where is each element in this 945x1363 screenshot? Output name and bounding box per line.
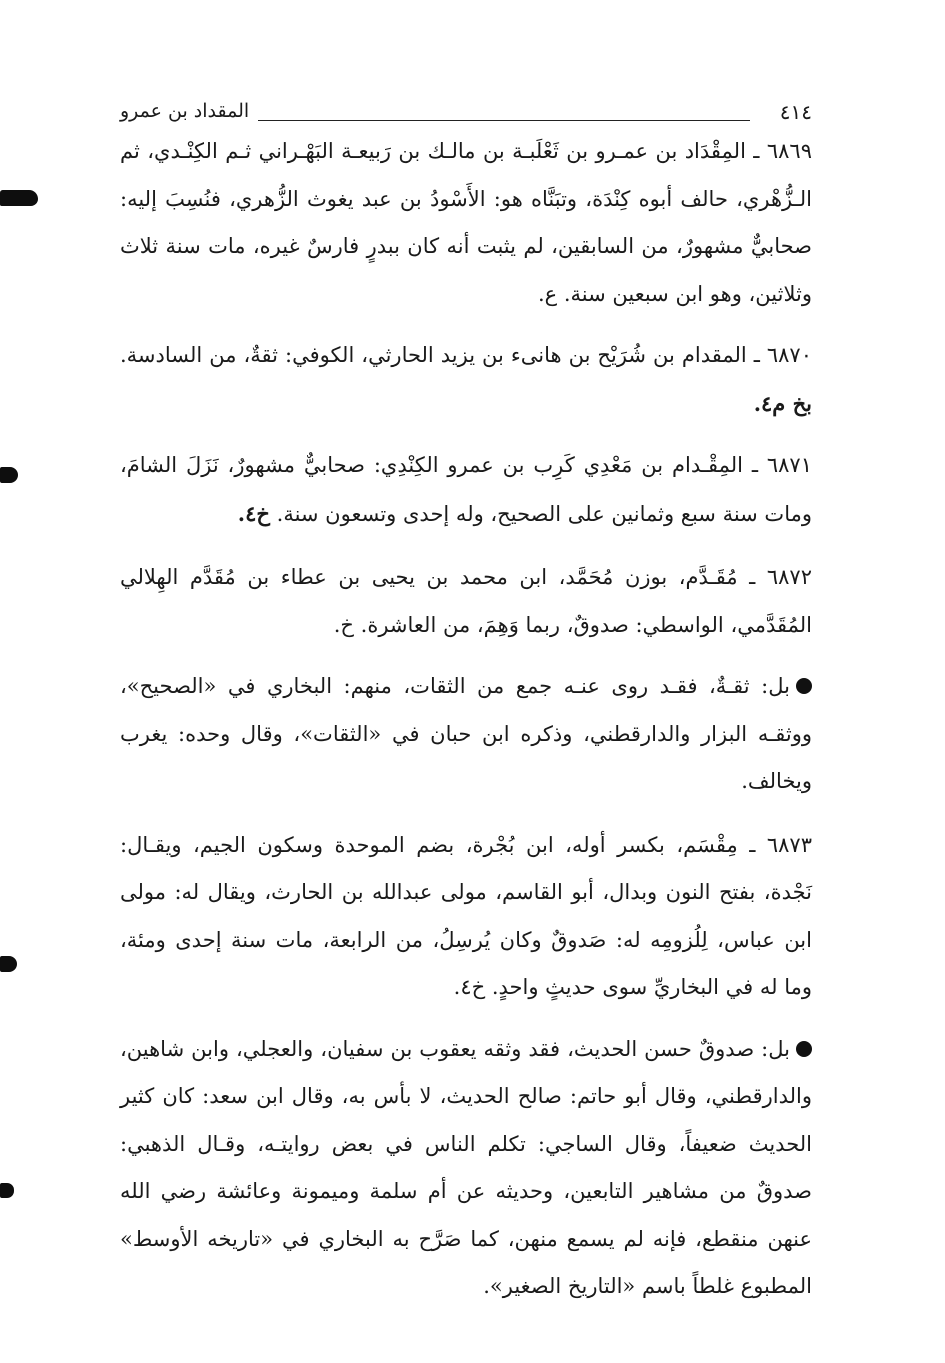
entry-6869 bbox=[120, 128, 812, 318]
margin-mark bbox=[0, 190, 38, 206]
page-body bbox=[120, 88, 812, 1311]
note-text: بل: ثقـةٌ، فقـد روى عنـه جمع من الثقات، منهم: البخاري في «الصحيح»، ووثقـه البزار والدارقطني، وذكره ابن حبان في «الثقات»، وقال وحده: يغرب ويخالف. bbox=[120, 674, 812, 793]
narrator-codes: بخ م٤. bbox=[753, 390, 812, 416]
header-rule bbox=[258, 120, 750, 121]
bullet-icon bbox=[796, 678, 812, 694]
entry-text: ٦٨٧٢ ـ مُقَـدَّم، بوزن مُحَمَّد، ابن محمد بن يحيى بن عطاء بن مُقَدَّم الهِلالي المُقَدَّمي، الواسطي: صدوقٌ، ربما وَهِمَ، من العاشرة. خ. bbox=[120, 565, 812, 637]
entry-6873 bbox=[120, 822, 812, 1012]
entry-text: ٦٨٧٠ ـ المقدام بن شُرَيْح بن هانىء بن يزيد الحارثي، الكوفي: ثقةٌ، من السادسة. bbox=[120, 343, 812, 367]
entry-6870 bbox=[120, 332, 812, 428]
entry-text: ٦٨٧٣ ـ مِقْسَم، بكسر أوله، ابن بُجْرة، بضم الموحدة وسكون الجيم، ويقـال: نَجْدة، بفتح النون وبدال، أبو القاسم، مولى عبدالله بن الحارث، ويقال له: مولى ابن عباس، لِلُزومِه له: صَدوقٌ وكان يُرسِلُ، من الرابعة، مات سنة إحدى ومئة، وما له في البخاريِّ سوى حديثٍ واحدٍ. خ٤. bbox=[120, 832, 812, 999]
running-header bbox=[120, 88, 812, 128]
editor-note bbox=[120, 1026, 812, 1311]
page-number: ٤١٤ bbox=[779, 100, 812, 124]
running-title: المقداد بن عمرو bbox=[120, 100, 250, 122]
narrator-codes: خ٤. bbox=[237, 500, 270, 526]
margin-mark bbox=[0, 1183, 14, 1198]
note-text: بل: صدوقٌ حسن الحديث، فقد وثقه يعقوب بن سفيان، والعجلي، وابن شاهين، والدارقطني، وقال أبو حاتم: صالح الحديث، لا بأس به، وقال ابن سعد: كان كثير الحديث ضعيفاً، وقال الساجي: تكلم الناس في بعض روايتـه، وقـال الذهبي: صدوقٌ من مشاهير التابعين، وحديثه عن أم سلمة وميمونة وعائشة رضي الله عنهن منقطع، فإنه لم يسمع منهن، كما صَرَّح به البخاري في «تاريخه الأوسط» المطبوع غلطاً باسم «التاريخ الصغير». bbox=[120, 1036, 812, 1298]
entry-text: ٦٨٧١ ـ المِقْـدام بن مَعْدِي كَرِب بن عمرو الكِنْدِي: صحابيٌّ مشهورٌ، نَزَلَ الشامَ، ومات سنة سبع وثمانين على الصحيح، وله إحدى وتسعون سنة. bbox=[120, 453, 812, 526]
editor-note bbox=[120, 663, 812, 806]
entry-text: ٦٨٦٩ ـ المِقْدَاد بن عمـرو بن ثَعْلَبـة بن مالـك بن رَبيعـة البَهْـراني ثـم الكِنْـدي، ثم الـزُّهْري، حالف أبوه كِنْدَة، وتبَنَّاه هو: الأَسْودُ بن عبد يغوث الزُّهري، فنُسِبَ إليه: صحابيٌّ مشهورٌ، من السابقين، لم يثبت أنه كان ببدرٍ فارسٌ غيره، مات سنة ثلاث وثلاثين، وهو ابن سبعين سنة. ع. bbox=[120, 139, 812, 306]
margin-mark bbox=[0, 956, 17, 972]
margin-mark bbox=[0, 467, 18, 483]
bullet-icon bbox=[796, 1041, 812, 1057]
entry-6871 bbox=[120, 442, 812, 538]
entry-6872 bbox=[120, 554, 812, 649]
